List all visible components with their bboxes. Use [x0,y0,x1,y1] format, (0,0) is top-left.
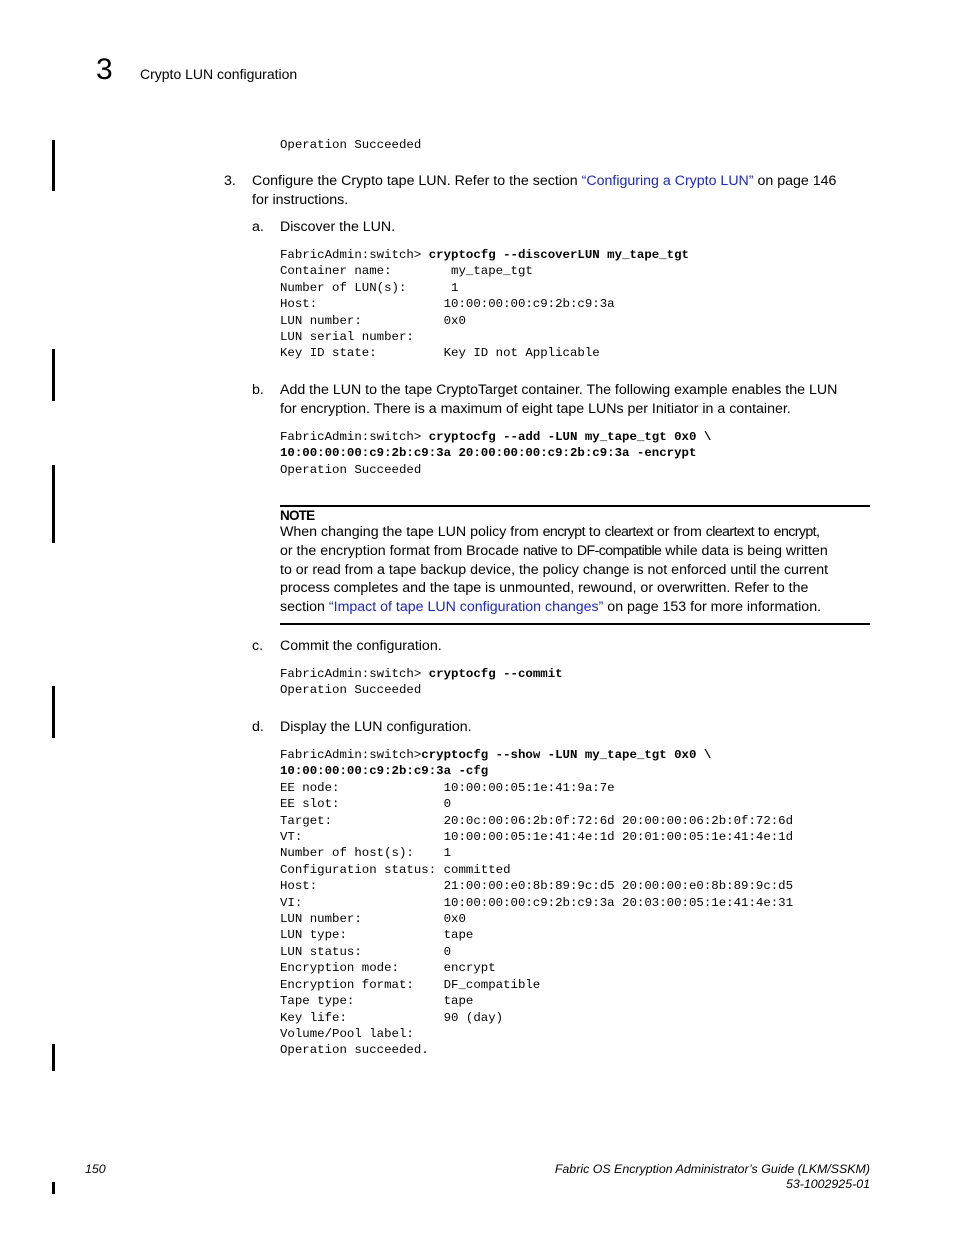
code-line: Operation succeeded. [280,1043,429,1058]
code-line: LUN number: 0x0 [280,313,466,328]
code-line: Host: 21:00:00:e0:8b:89:9c:d5 20:00:00:e0:8b:89:9c:d5 [280,879,794,894]
code-line: VT: 10:00:00:05:1e:41:4e:1d 20:01:00:05:1e:41:4e:1d [280,830,794,845]
change-bar [52,1044,55,1071]
note-text: When changing the tape LUN policy from [280,524,543,540]
code-line: LUN status: 0 [280,944,452,959]
code-line: EE slot: 0 [280,797,452,812]
code-line [280,429,711,445]
code-line: Operation Succeeded [280,683,422,698]
code-line: Number of host(s): 1 [280,846,452,861]
step-c-text: Commit the configuration. [280,638,442,654]
code-line: LUN type: tape [280,928,474,943]
code-prompt: FabricAdmin:switch> [280,748,422,762]
code-line: Tape type: tape [280,994,474,1009]
note-text: to [584,524,605,540]
note-text: to [753,524,774,540]
chapter-number: 3 [96,53,113,86]
change-bar [52,465,55,543]
change-bar [52,1182,55,1194]
chapter-title: Crypto LUN configuration [140,66,298,82]
step-3-text-before: Configure the Crypto tape LUN. Refer to the section [252,173,582,189]
note-text: process completes and the tape is unmounted, rewound, or overwritten. Refer to the [280,580,809,597]
code-command: cryptocfg --commit [428,667,563,681]
note-term: DF-compatible [576,542,662,559]
code-prompt: FabricAdmin:switch> [280,248,429,262]
guide-title: Fabric OS Encryption Administrator’s Guide (LKM/SSKM) [554,1162,870,1176]
code-command: 10:00:00:00:c9:2b:c9:3a -cfg [280,764,489,779]
code-block-add [280,429,711,478]
code-line [280,247,689,263]
code-command: cryptocfg --show -LUN my_tape_tgt 0x0 \ [421,748,712,762]
note-term: encrypt, [773,524,820,540]
note-top-rule [280,505,870,507]
note-heading: NOTE [280,508,315,523]
change-bar [52,349,55,401]
step-3-text-line2: for instructions. [252,191,349,208]
page-number: 150 [85,1162,106,1176]
note-term: cleartext [604,524,653,540]
code-block-show [280,747,793,1059]
code-block-commit [280,666,563,699]
code-line: Container name: my_tape_tgt [280,264,533,279]
code-line [280,763,793,779]
code-line: Number of LUN(s): 1 [280,280,459,295]
code-line: Encryption format: DF_compatible [280,977,541,992]
code-line: Host: 10:00:00:00:c9:2b:c9:3a [280,297,615,312]
code-line: Configuration status: committed [280,862,511,877]
code-line: Key life: 90 (day) [280,1010,504,1025]
code-line [280,666,563,682]
note-term: encrypt [542,524,585,540]
configuring-crypto-lun-link[interactable]: “Configuring a Crypto LUN” [581,173,754,189]
code-line: Key ID state: Key ID not Applicable [280,346,600,361]
note-term: native [522,542,558,559]
code-prompt: FabricAdmin:switch> [280,430,429,444]
step-a-text: Discover the LUN. [280,219,396,235]
step-b-letter: b. [252,382,264,398]
note-term: cleartext [705,524,754,540]
note-text: or from [652,524,706,540]
note-text: on page 153 for more information. [603,599,822,616]
code-line: LUN number: 0x0 [280,912,466,927]
code-line: VI: 10:00:00:00:c9:2b:c9:3a 20:03:00:05:1e:41:4e:31 [280,895,794,910]
document-number: 53-1002925-01 [785,1177,870,1191]
code-line: Volume/Pool label: [280,1026,414,1041]
step-b-line1: Add the LUN to the tape CryptoTarget container. The following example enables the LUN [280,382,838,398]
note-text: while data is being written [661,542,828,559]
step-d-text: Display the LUN configuration. [280,719,472,735]
code-line: EE node: 10:00:00:05:1e:41:9a:7e [280,780,615,795]
note-bottom-rule [280,623,870,625]
step-b-line2: for encryption. There is a maximum of eight tape LUNs per Initiator in a container. [280,400,791,417]
note-text: to or read from a tape backup device, the policy change is not enforced until the current [280,561,829,578]
code-line: LUN serial number: [280,330,414,345]
step-3-text [252,172,872,210]
step-a-letter: a. [252,219,264,235]
change-bar [52,686,55,738]
step-c-letter: c. [252,638,264,654]
note-text: section [280,599,329,616]
step-3-text-after: on page 146 [753,173,837,189]
code-line: Operation Succeeded [280,462,422,477]
step-3-number: 3. [224,173,236,189]
code-line: Encryption mode: encrypt [280,961,496,976]
note-body [280,523,880,617]
code-line [280,445,711,461]
change-bar [52,140,55,191]
code-block-discover [280,247,689,362]
note-text: or the encryption format from Brocade [280,542,523,559]
code-command: 10:00:00:00:c9:2b:c9:3a 20:00:00:00:c9:2b:c9:3a -encrypt [280,446,697,461]
note-text: to [557,542,577,559]
code-prompt: FabricAdmin:switch> [280,667,429,681]
impact-of-tape-lun-changes-link[interactable]: “Impact of tape LUN configuration changes” [328,599,604,616]
code-line: Target: 20:0c:00:06:2b:0f:72:6d 20:00:00:06:2b:0f:72:6d [280,813,794,828]
code-output: Operation Succeeded [280,138,422,152]
step-b-text [280,381,880,419]
code-command: cryptocfg --add -LUN my_tape_tgt 0x0 \ [428,430,712,444]
step-d-letter: d. [252,719,264,735]
code-line [280,747,793,763]
code-command: cryptocfg --discoverLUN my_tape_tgt [428,248,689,262]
